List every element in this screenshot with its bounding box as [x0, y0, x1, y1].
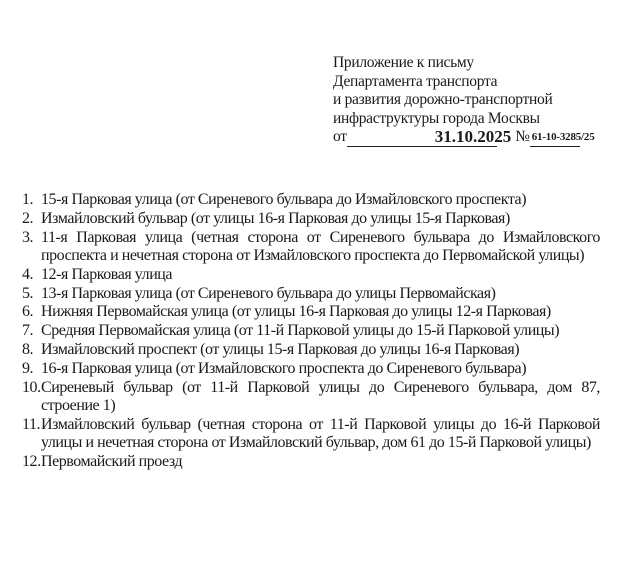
item-number: 8. — [22, 341, 34, 359]
item-number: 6. — [22, 303, 34, 321]
item-number: 2. — [22, 209, 34, 227]
item-number: 9. — [22, 359, 34, 377]
item-text: Нижняя Первомайская улица (от улицы 16-я Парковая до улицы 12-я Парковая) — [41, 303, 551, 321]
list-item — [22, 210, 600, 229]
item-number: 7. — [22, 322, 34, 340]
letter-appendix-header — [333, 54, 595, 147]
number-label: № — [515, 128, 530, 145]
item-text: Первомайский проезд — [41, 453, 183, 471]
list-item — [22, 285, 600, 304]
item-text: Измайловский бульвар (от улицы 16-я Парковая до улицы 15-я Парковая) — [41, 209, 510, 227]
list-item — [22, 416, 600, 453]
list-item — [22, 453, 600, 472]
date-number-line — [333, 128, 595, 147]
list-item — [22, 266, 600, 285]
item-number: 12. — [22, 453, 41, 471]
item-number: 10. — [22, 378, 41, 396]
list-item — [22, 322, 600, 341]
header-line: и развития дорожно-транспортной — [333, 91, 553, 108]
item-number: 1. — [22, 191, 34, 208]
item-number: 4. — [22, 265, 34, 283]
letter-number: 61-10-3285/25 — [531, 131, 595, 143]
header-line: Приложение к письму — [333, 54, 474, 71]
street-list — [22, 191, 600, 472]
item-text: Измайловский проспект (от улицы 15-я Парковая до улицы 16-я Парковая) — [41, 341, 520, 359]
item-text: 13-я Парковая улица (от Сиреневого бульвара до улицы Первомайская) — [41, 284, 496, 302]
item-number: 5. — [22, 284, 34, 302]
item-text: 15-я Парковая улица (от Сиреневого бульвара до Измайловского проспекта) — [41, 191, 527, 208]
item-text: 11-я Парковая улица (четная сторона от Сиреневого бульвара до Измайловского проспекта и нечетная сторона от Измайловского проспекта до Первомайской улицы) — [41, 228, 600, 265]
item-number: 11. — [22, 415, 41, 433]
item-text: Измайловский бульвар (четная сторона от 11-й Парковой улицы до 16-й Парковой улицы и нечетная сторона от Измайловский бульвар, дом 61 до 15-й Парковой улицы) — [41, 415, 600, 452]
item-text: 16-я Парковая улица (от Измайловского проспекта до Сиреневого бульвара) — [41, 359, 527, 377]
list-item — [22, 341, 600, 360]
list-item — [22, 360, 600, 379]
list-item — [22, 379, 600, 416]
header-line: инфраструктуры города Москвы — [333, 109, 540, 127]
list-item — [22, 303, 600, 322]
list-item — [22, 229, 600, 266]
item-number: 3. — [22, 228, 34, 246]
item-text: Средняя Первомайская улица (от 11-й Парковой улицы до 15-й Парковой улицы) — [41, 322, 560, 340]
header-line: Департамента транспорта — [333, 72, 498, 90]
item-text: Сиреневый бульвар (от 11-й Парковой улицы до Сиреневого бульвара, дом 87, строение 1) — [41, 378, 600, 415]
list-item — [22, 191, 600, 210]
item-text: 12-я Парковая улица — [41, 265, 173, 283]
from-label: от — [333, 128, 347, 145]
letter-date: 31.10.2025 — [434, 127, 512, 146]
